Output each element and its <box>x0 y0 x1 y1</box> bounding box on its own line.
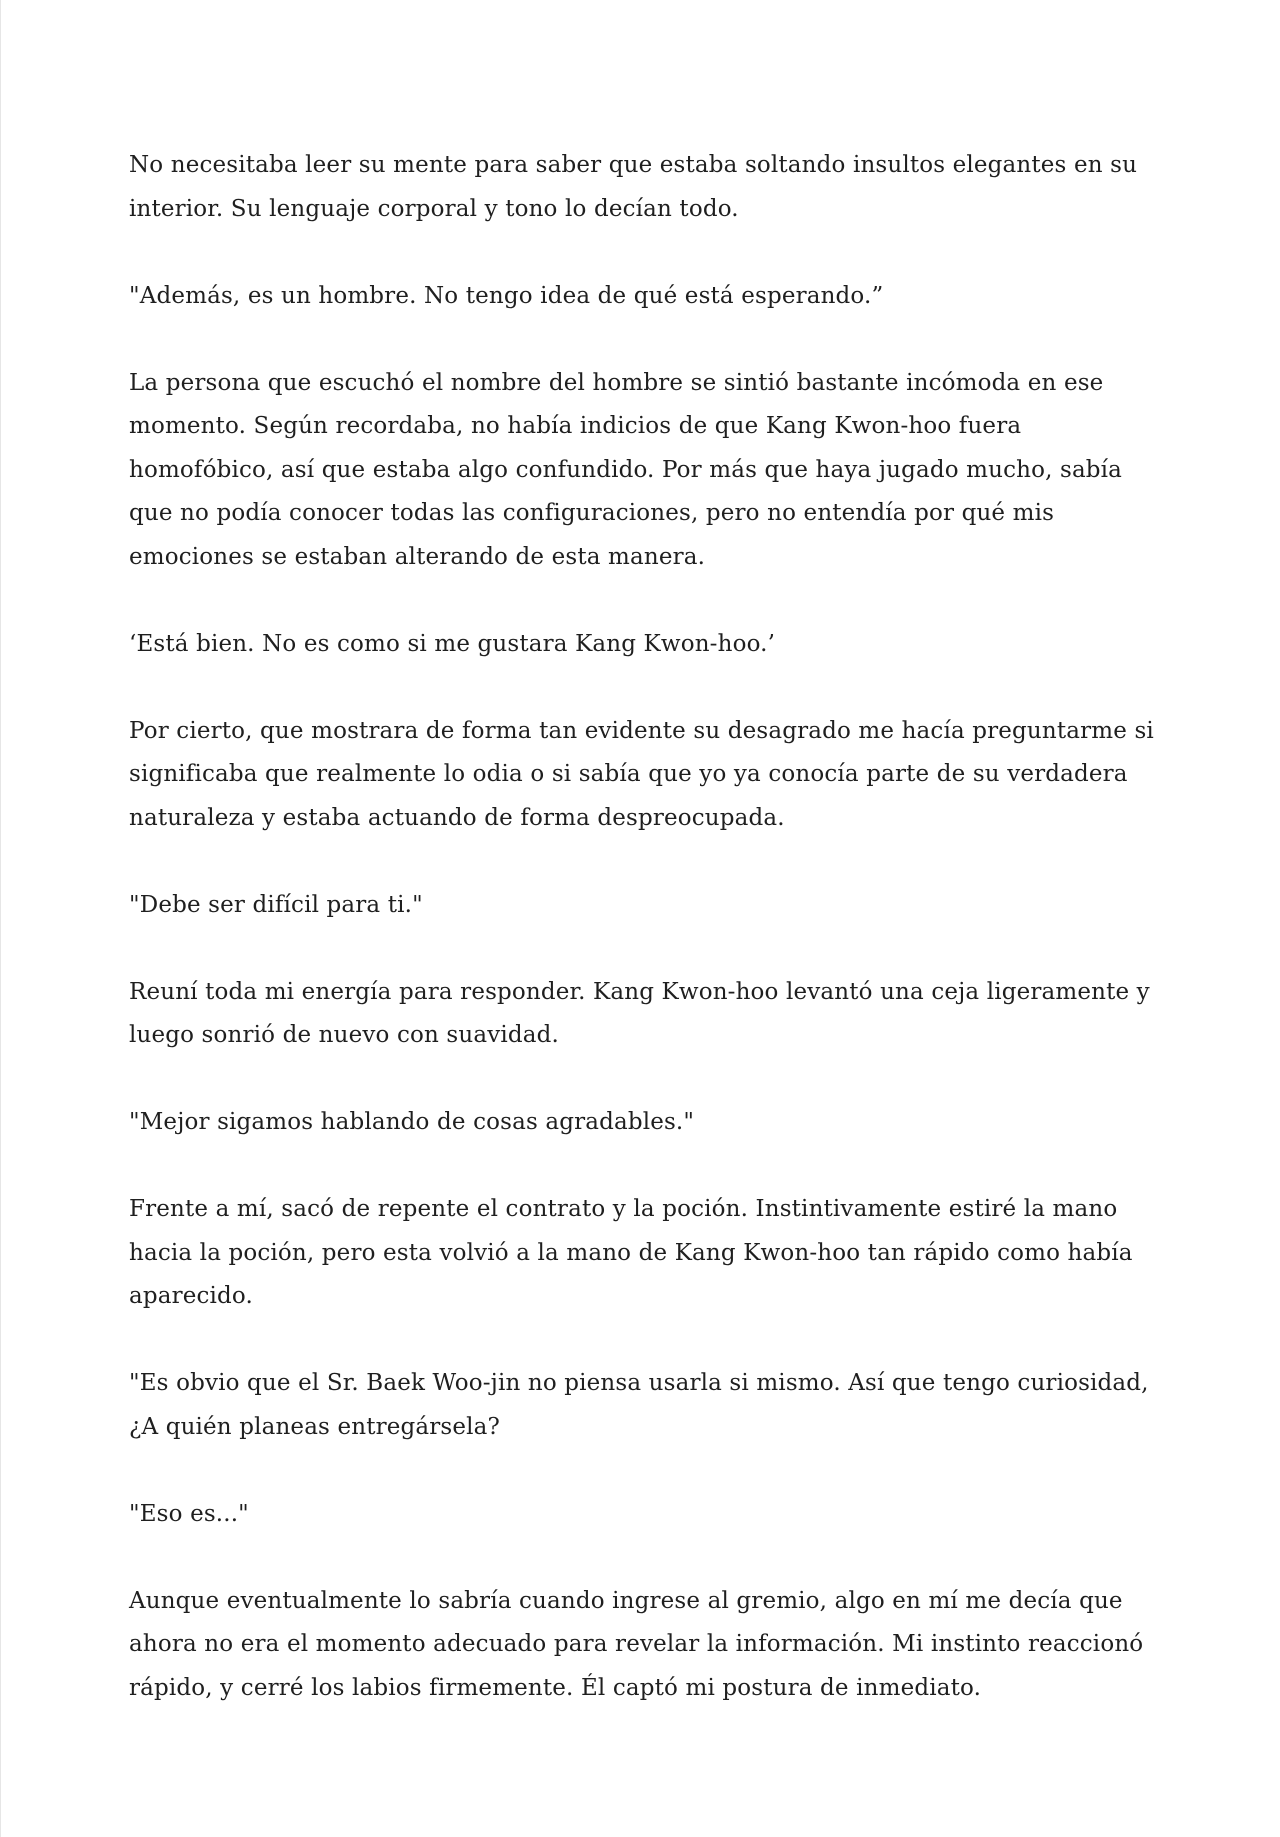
paragraph-12: Aunque eventualmente lo sabría cuando ingrese al gremio, algo en mí me decía que ahora no era el momento adecuado para revelar la información. Mi instinto reaccionó rápido, y cerré los labios firmemente. Él captó mi postura de inmediato. <box>129 1587 1144 1701</box>
paragraph-9: Frente a mí, sacó de repente el contrato y la poción. Instintivamente estiré la mano hacia la poción, pero esta volvió a la mano de Kang Kwon-hoo tan rápido como había aparecido. <box>129 1196 1133 1309</box>
paragraph-5: Por cierto, que mostrara de forma tan evidente su desagrado me hacía preguntarme si significaba que realmente lo odia o si sabía que yo ya conocía parte de su verdadera naturaleza y estaba actuando de forma despreocupada. <box>129 717 1154 831</box>
paragraph-3: La persona que escuchó el nombre del hombre se sintió bastante incómoda en ese momento. Según recordaba, no había indicios de que Kang Kwon-hoo fuera homofóbico, así que estaba algo confundido. Por más que haya jugado mucho, sabía que no podía conocer todas las configuraciones, pero no entendía por qué mis emociones se estaban alterando de esta manera. <box>129 369 1123 570</box>
paragraph-11: "Eso es..." <box>129 1500 249 1527</box>
paragraph-2: "Además, es un hombre. No tengo idea de qué está esperando.” <box>129 282 884 309</box>
paragraph-1: No necesitaba leer su mente para saber que estaba soltando insultos elegantes en su interior. Su lenguaje corporal y tono lo decían todo. <box>129 152 1138 222</box>
paragraph-6: "Debe ser difícil para ti." <box>129 891 423 918</box>
paragraph-8: "Mejor sigamos hablando de cosas agradables." <box>129 1109 695 1135</box>
paragraph-7: Reuní toda mi energía para responder. Kang Kwon-hoo levantó una ceja ligeramente y luego sonrió de nuevo con suavidad. <box>129 978 1150 1048</box>
document-body <box>129 144 1159 1754</box>
paragraph-10: "Es obvio que el Sr. Baek Woo-jin no piensa usarla si mismo. Así que tengo curiosidad, ¿A quién planeas entregársela? <box>129 1370 1149 1440</box>
paragraph-4: ‘Está bien. No es como si me gustara Kang Kwon-hoo.’ <box>129 630 776 657</box>
